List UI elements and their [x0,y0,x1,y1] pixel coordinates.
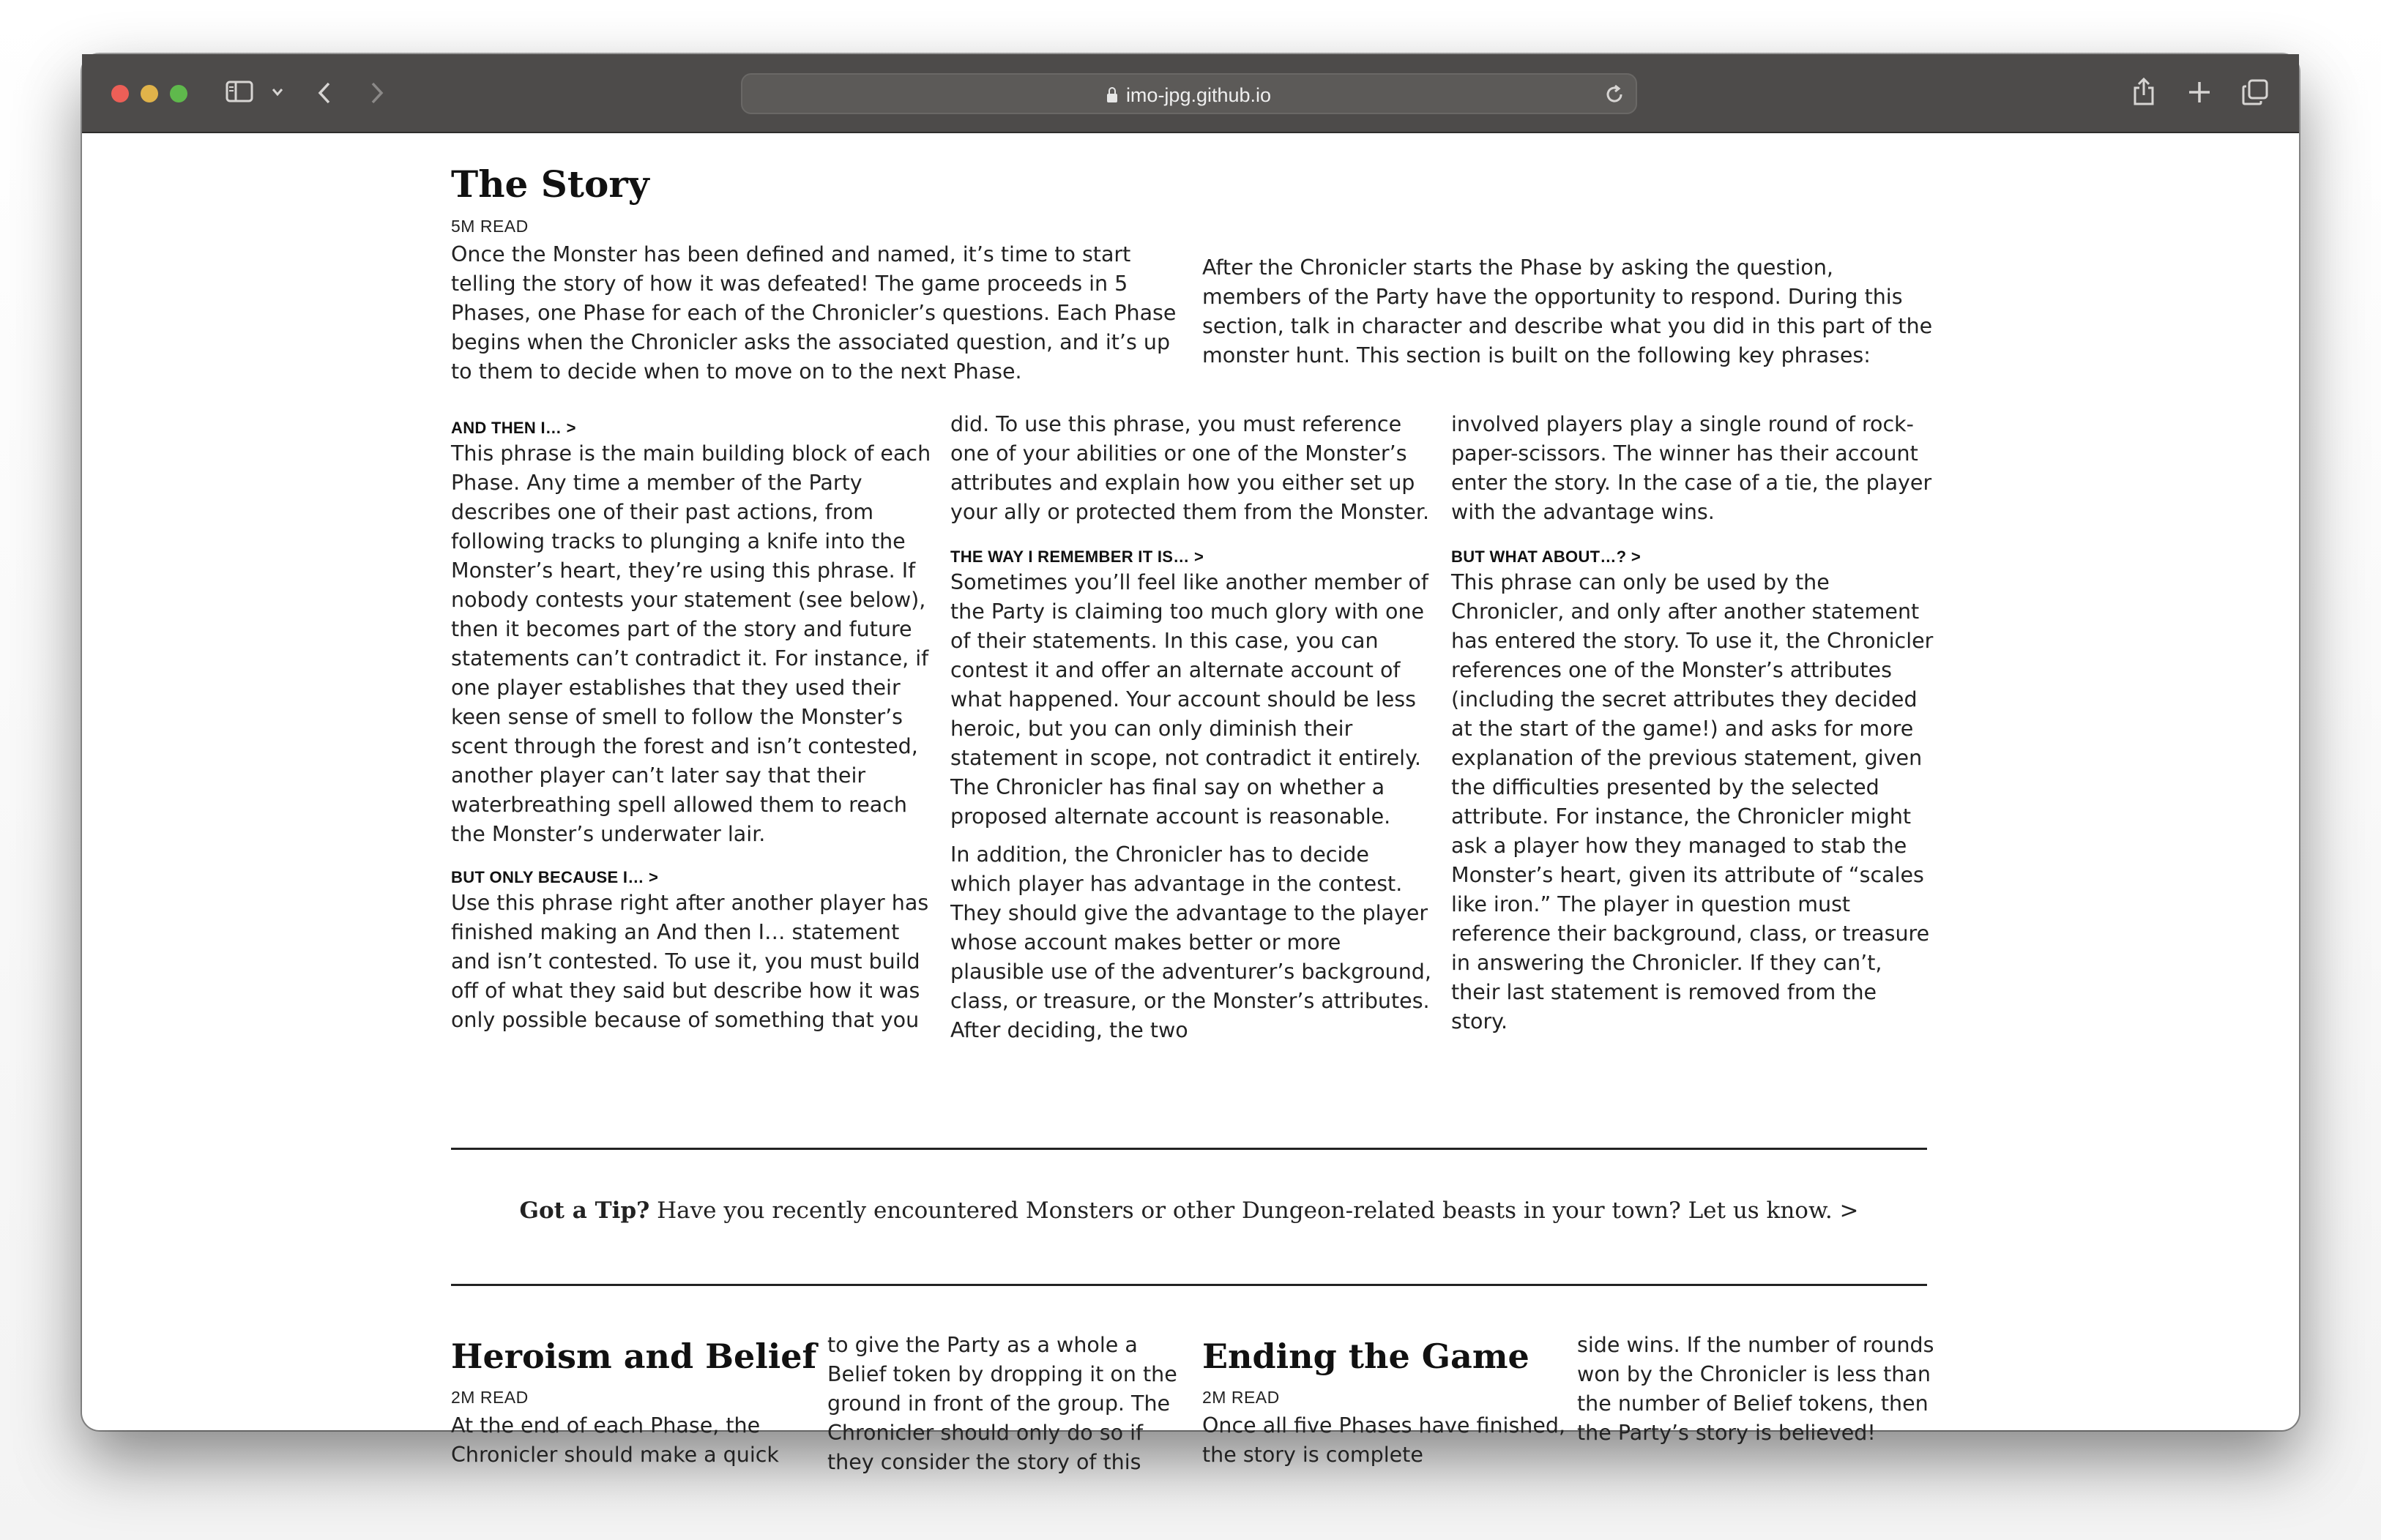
ending-paragraph-start: Once all five Phases have finished, the story is complete [1202,1413,1566,1467]
tip-text[interactable]: Have you recently encountered Monsters or other Dungeon-related beasts in your town? Let us know. > [649,1197,1859,1224]
way-i-remember-paragraph: Sometimes you’ll feel like another member of the Party is claiming too much glory with one of their statements. In this case, you can contest it and offer an alternate account of what happened. Your account should be less heroic, but you can only diminish their statement in scope, not contradict it entirely. The Chronicler has final say on whether a proposed alternate account is reasonable. [950,570,1428,829]
story-intro-paragraph-1: Once the Monster has been defined and named, it’s time to start telling the story of how it was defeated! The game proceeds in 5 Phases, one Phase for each of the Chronicler’s questions. Each Phase begins when the Chronicler asks the associated question, and it’s up to them to decide when to move on to the next Phase. [451,242,1177,384]
column-2-continued-paragraph: did. To use this phrase, you must reference one of your abilities or one of the Monster’s attributes and explain how you either set up your ally or protected them from the Monster. [950,412,1430,524]
lock-icon [1107,94,1117,102]
and-then-heading[interactable]: AND THEN I… > [451,419,576,437]
story-read-time: 5M READ [451,217,529,236]
zoom-window-button[interactable] [170,85,187,102]
divider-bottom [451,1284,1927,1286]
heroism-paragraph-start: At the end of each Phase, the Chronicler should make a quick [451,1413,779,1467]
tip-banner[interactable] [451,1197,1927,1224]
story-intro-paragraph-2: After the Chronicler starts the Phase by asking the question, members of the Party have the opportunity to respond. During this section, talk in character and describe what you did in this part of the monster hunt. This section is built on the following key phrases: [1202,255,1933,367]
browser-window [82,54,2299,1474]
tab-overview-icon[interactable] [2242,79,2268,108]
but-only-heading[interactable]: BUT ONLY BECAUSE I… > [451,868,659,886]
reload-icon[interactable] [1603,83,1625,108]
but-what-about-paragraph: This phrase can only be used by the Chronicler, and only after another statement has entered the story. To use it, the Chronicler references one of the Monster’s attributes (including the secret attributes they decided at the start of the game!) and asks for more explanation of the previous statement, given the difficulties presented by the selected attribute. For instance, the Chronicler might ask a player how they managed to stab the Monster’s heart, given its attribute of “scales like iron.” The player in question must reference their background, class, or treasure in answering the Chronicler. If they can’t, their last statement is removed from the story. [1451,570,1934,1033]
share-icon[interactable] [2132,76,2155,110]
tip-label: Got a Tip? [519,1197,650,1224]
page-content [82,133,2299,1474]
minimize-window-button[interactable] [141,85,158,102]
divider-top [451,1148,1927,1150]
heroism-title: Heroism and Belief [451,1337,817,1376]
and-then-paragraph: This phrase is the main building block of each Phase. Any time a member of the Party describes one of their past actions, from following tracks to plunging a knife into the Monster’s heart, they’re using this phrase. If nobody contests your statement (see below), then it becomes part of the story and future statements can’t contradict it. For instance, if one player establishes that they used their keen sense of smell to follow the Monster’s scent through the forest and isn’t contested, another player can’t later say that their waterbreathing spell allowed them to reach the Monster’s underwater lair. [451,441,931,846]
but-what-about-heading[interactable]: BUT WHAT ABOUT…? > [1451,547,1641,566]
advantage-paragraph: In addition, the Chronicler has to decide which player has advantage in the contest. They should give the advantage to the player whose account makes better or more plausible use of the adventurer’s background, class, or treasure, or the Monster’s attributes. After deciding, the two [950,842,1431,1042]
chevron-down-icon[interactable] [271,86,284,100]
sidebar-icon[interactable] [226,81,253,105]
heroism-paragraph-continued: to give the Party as a whole a Belief token by dropping it on the ground in front of the group. The Chronicler should only do so if they consider the story of this [827,1333,1177,1474]
forward-icon[interactable] [369,81,385,108]
back-icon[interactable] [316,81,332,108]
ending-paragraph-continued: side wins. If the number of rounds won by the Chronicler is less than the number of Belief tokens, then the Party’s story is believed! [1577,1333,1934,1445]
close-window-button[interactable] [111,85,129,102]
way-i-remember-heading[interactable]: THE WAY I REMEMBER IT IS… > [950,547,1204,566]
new-tab-icon[interactable] [2188,81,2211,107]
url-text: imo-jpg.github.io [1125,84,1272,106]
heroism-read-time: 2M READ [451,1388,529,1407]
browser-toolbar [82,54,2299,133]
story-title: The Story [451,162,649,206]
ending-read-time: 2M READ [1202,1388,1280,1407]
address-bar[interactable] [741,73,1637,114]
ending-title: Ending the Game [1202,1337,1529,1376]
column-3-continued-paragraph: involved players play a single round of rock-paper-scissors. The winner has their account enter the story. In the case of a tie, the player with the advantage wins. [1451,412,1932,524]
but-only-paragraph: Use this phrase right after another player has finished making an And then I… statement and isn’t contested. To use it, you must build off of what they said but describe how it was only possible because of something that you [451,891,929,1032]
